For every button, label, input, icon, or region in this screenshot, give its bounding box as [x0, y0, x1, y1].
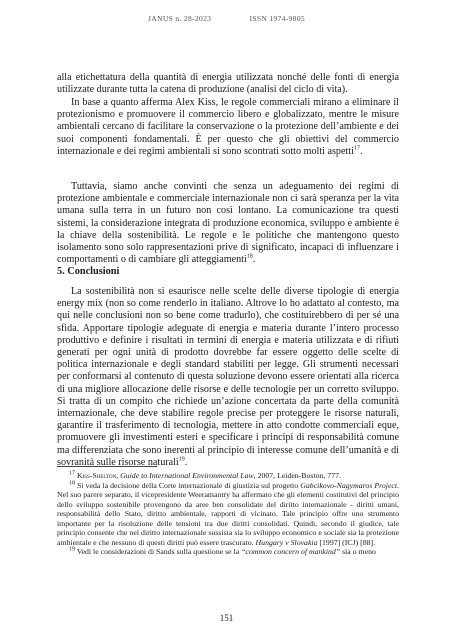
journal-issue: JANUS n. 28-2023: [148, 14, 212, 23]
footnote-title: Gabcikovo-Nagymaros Project: [300, 480, 398, 490]
footnote-title: Guide to International Environmental Law: [120, 471, 254, 480]
footnote-ref-17[interactable]: 17: [353, 145, 360, 152]
footnotes: [57, 471, 399, 557]
issn: ISSN 1974-9805: [249, 14, 305, 23]
footnote-ref-19[interactable]: 19: [178, 456, 185, 463]
running-header: [0, 14, 453, 23]
footnote-17: $^{17}$ Kiss-Shelton, Guide to International Environmental Law, 2007, Leiden-Boston, 777.: [69, 470, 341, 480]
paragraph-text: alla etichettatura della quantità di energia utilizzata nonché delle fonti di energia utilizzate durante tutta la catena di produzione (analisi del ciclo di vita).: [57, 72, 399, 96]
quoted-term: “common concern of mankind”: [241, 547, 341, 557]
footnote-author: Kiss-Shelton: [76, 471, 117, 480]
section-heading: 5. Conclusioni: [57, 266, 120, 277]
paragraph-4: La sostenibilità non si esaurisce nelle scelte delle diverse tipologie di energia energy mix (non so come renderlo in italiano. Altrove lo ho adattato al contesto, ma qui nelle conclusioni non so bene come tradurlo), che costituirebbero di per sé una sfida. Apportare tipologie adeguate di energia e materia durante l’intero processo produttivo e definire i risultati in termini di energia e materia utilizzata e di rifiuti generati per ogni unità di prodotto dovrebbe far essere oggetto delle scelte di politica internazionale e degli standard stabiliti per legge. Gli strumenti necessari per conformarsi al contenuto di questa soluzione devono essere orientati alla ricerca di una migliore allocazione delle risorse e delle tecnologie per un corretto sviluppo. Si tratta di un compito che richiede un’azione concertata da parte della comunità internazionale, che deve stabilire regole precise per proteggere le risorse naturali, garantire il trasferimento di tecnologia, mettere in atto condotte commerciali eque, promuovere gli investimenti esteri e specificare i principi di responsabilità comune ma differenziata che sono inerenti al principio di interesse comune dell’umanità e di sovranità sulle risorse naturali$^{19}$.: [57, 286, 399, 468]
footnote-ref-18[interactable]: 18: [246, 253, 253, 260]
footnote-18: $^{18}$ Si veda la decisione della Corte internazionale di giustizia sul progetto Gabcikovo-Nagymaros Project. Nel suo parere separato, il vicepresidente Weeramantry ha affermato che gli elementi costitutivi del principio dello sviluppo sostenibile provengono da aree ben consolidate del diritto internazionale - diritti umani, responsabilità dello Stato, diritto ambientale, rapporti di vicinato. Tale principio offre uno strumento importante per la risoluzione delle tensioni tra due diritti consolidati. Quindi, secondo il giudice, tale principio consente che nel diritto internazionale sussista sia lo sviluppo economico e sociale sia la protezione ambientale e che nessuno di questi diritti può essere trascurato. Hungary v Slovakia [1997] (ICJ) [88].: [57, 479, 399, 547]
paragraph-text: La sostenibilità non si esaurisce nelle scelte delle diverse tipologie di energia energy mix (non so come renderlo in italiano. Altrove lo ho adattato al contesto, ma qui nelle conclusioni non so bene come tradurlo), che costituirebbero di per sé una sfida. Apportare tipologie adeguate di energia e materia durante l’intero processo produttivo e definire i risultati in termini di energia e materia utilizzata e di rifiuti generati per ogni unità di prodotto dovrebbe far essere oggetto delle scelte di politica internazionale e degli standard stabiliti per legge. Gli strumenti necessari per conformarsi al contenuto di questa soluzione devono essere orientati alla ricerca di una migliore allocazione delle risorse e delle tecnologie per un corretto sviluppo. Si tratta di un compito che richiede un’azione concertata da parte della comunità internazionale, che deve stabilire regole precise per proteggere le risorse naturali, garantire il trasferimento di tecnologia, mettere in atto condotte commerciali eque, promuovere gli investimenti esteri e specificare i principi di responsabilità comune ma differenziata che sono inerenti al principio di interesse comune dell’umanità e di sovranità sulle risorse naturali: [57, 286, 399, 468]
paragraph-text: In base a quanto afferma Alex Kiss, le regole commerciali mirano a eliminare il protezionismo e promuovere il commercio libero e globalizzato, mentre le misure ambientali cercano di facilitare la conservazione o la protezione dell’ambiente e dei suoi componenti fondamentali. È per questo che gli obiettivi del commercio internazionale e dei regimi ambientali si sono scontrati sotto molti aspetti: [57, 97, 399, 157]
page-number: 151: [219, 613, 234, 623]
footnote-19: $^{19}$ Vedi le considerazioni di Sands sulla questione se la “common concern of mankind” sia o meno: [69, 546, 376, 557]
paragraph-2: In base a quanto afferma Alex Kiss, le regole commerciali mirano a eliminare il protezionismo e promuovere il commercio libero e globalizzato, mentre le misure ambientali cercano di facilitare la conservazione o la protezione dell’ambiente e dei suoi componenti fondamentali. È per questo che gli obiettivi del commercio internazionale e dei regimi ambientali si sono scontrati sotto molti aspetti$^{17}$.: [57, 97, 399, 157]
paragraph-text: Tuttavia, siamo anche convinti che senza un adeguamento dei regimi di protezione ambientale e commerciale internazionale non ci sarà speranza per la vita umana sulla terra in un futuro non così lontano. La comunicazione tra questi sistemi, la considerazione integrata di produzione economica, sviluppo e ambiente è la chiave della sostenibilità. Le regole e le politiche che mantengono questo isolamento sono solo rappresentazioni prive di significato, incapaci di influenzare i comportamenti o di cambiare gli atteggiamenti: [57, 181, 399, 266]
case-name: Hungary v Slovakia: [255, 537, 318, 547]
paragraph-3: Tuttavia, siamo anche convinti che senza un adeguamento dei regimi di protezione ambientale e commerciale internazionale non ci sarà speranza per la vita umana sulla terra in un futuro non così lontano. La comunicazione tra questi sistemi, la considerazione integrata di produzione economica, sviluppo e ambiente è la chiave della sostenibilità. Le regole e le politiche che mantengono questo isolamento sono solo rappresentazioni prive di significato, incapaci di influenzare i comportamenti o di cambiare gli atteggiamenti$^{18}$.: [57, 181, 399, 266]
footnote-divider: [57, 466, 157, 467]
paragraph-1: [57, 72, 399, 96]
